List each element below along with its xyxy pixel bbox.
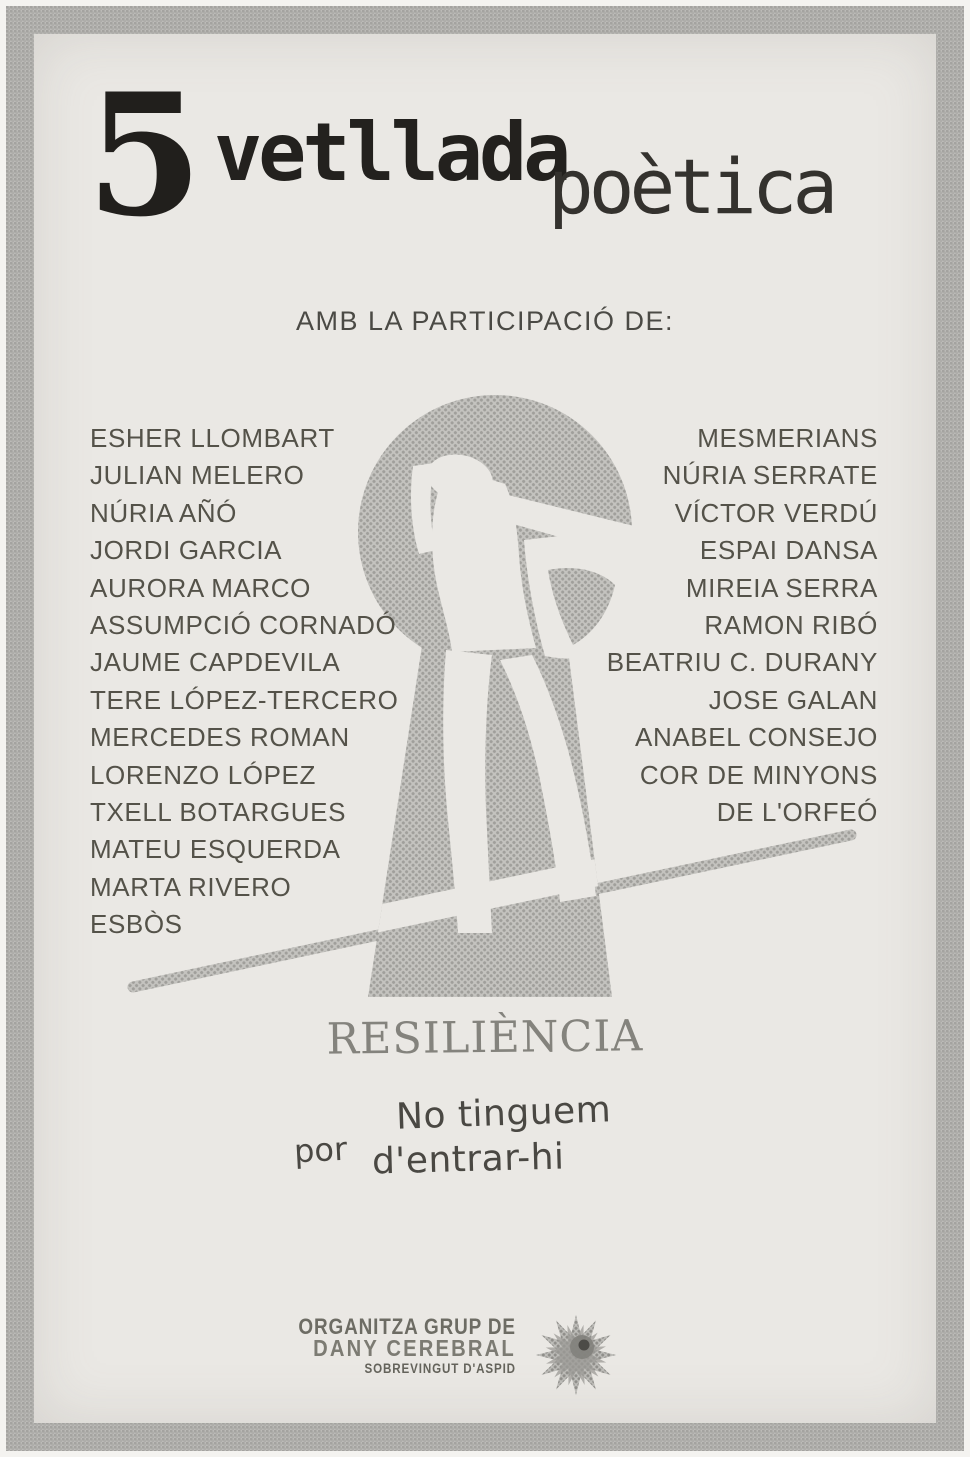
participant-name: RAMON RIBÓ	[704, 610, 878, 641]
participant-name: JAUME CAPDEVILA	[90, 647, 341, 678]
participant-name: MERCEDES ROMAN	[90, 722, 350, 753]
participant-name: NÚRIA AÑÓ	[90, 497, 237, 528]
title-number: 5	[86, 56, 203, 254]
organizer-block	[299, 1316, 516, 1377]
participant-name: COR DE MINYONS	[639, 759, 878, 790]
tagline-line1: No tinguem	[395, 1089, 612, 1138]
participant-name: ESBÒS	[90, 909, 183, 940]
title-word-poetica: poètica	[548, 142, 834, 231]
theme-title: RESILIÈNCIA	[326, 1011, 644, 1065]
organizer-line3: SOBREVINGUT D'ASPID	[364, 1361, 516, 1376]
participant-name: JULIAN MELERO	[90, 460, 305, 491]
participant-name: AURORA MARCO	[90, 572, 312, 603]
participants-right-column	[607, 420, 878, 831]
participant-name: ESHER LLOMBART	[90, 423, 335, 453]
participant-name: ESPAI DANSA	[699, 535, 878, 566]
participant-name: JOSE GALAN	[708, 684, 878, 715]
participant-name: DE L'ORFEÓ	[716, 797, 878, 828]
participants-left-column	[90, 420, 398, 944]
participant-name: MATEU ESQUERDA	[90, 834, 341, 865]
participant-name: MESMERIANS	[697, 423, 878, 453]
participant-name: VÍCTOR VERDÚ	[674, 497, 878, 528]
participant-name: BEATRIU C. DURANY	[606, 647, 878, 678]
tagline-line3: d'entrar-hi	[371, 1136, 566, 1183]
organizer-line1: ORGANITZA GRUP DE	[298, 1314, 516, 1339]
participant-name: MARTA RIVERO	[90, 871, 292, 902]
participant-name: LORENZO LÓPEZ	[90, 759, 316, 790]
tagline-line2: por	[293, 1129, 349, 1171]
aspid-flower-logo-icon	[524, 1306, 628, 1404]
participant-name: ANABEL CONSEJO	[635, 722, 878, 753]
participant-name: NÚRIA SERRATE	[662, 460, 878, 491]
participant-name: MIREIA SERRA	[685, 572, 878, 603]
participant-name: ASSUMPCIÓ CORNADÓ	[90, 610, 397, 641]
participant-name: TERE LÓPEZ-TERCERO	[90, 684, 399, 715]
title-word-vetllada: vetllada	[214, 106, 568, 199]
participant-name: TXELL BOTARGUES	[90, 797, 347, 828]
participant-name: JORDI GARCIA	[90, 535, 283, 566]
participation-heading: AMB LA PARTICIPACIÓ DE:	[295, 306, 675, 336]
organizer-line2: DANY CEREBRAL	[313, 1335, 516, 1361]
